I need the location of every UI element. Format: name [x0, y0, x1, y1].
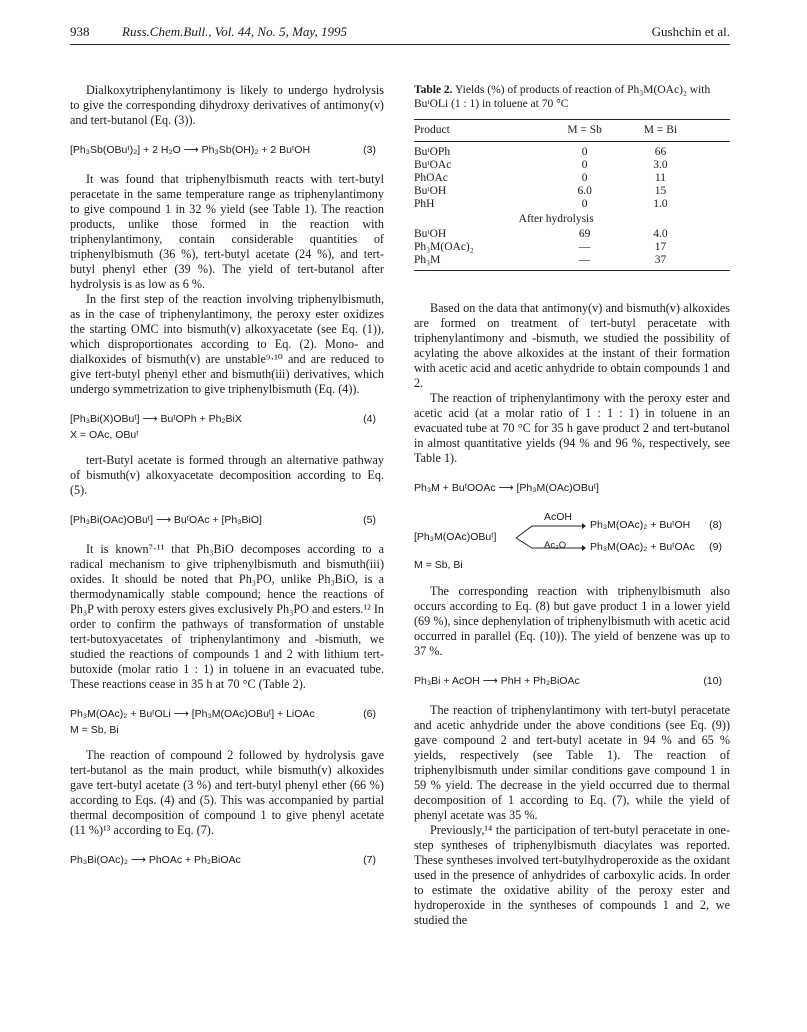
- equation-text: Ph₃M + BuᵗOOAc ⟶ [Ph₃M(OAc)OBuᵗ]: [414, 482, 599, 494]
- left-column: [70, 83, 384, 882]
- equation-5: [70, 512, 384, 528]
- table-cell: 0: [581, 146, 588, 158]
- scheme-reagent-bottom: Ac₂O: [544, 540, 567, 551]
- scheme-condition: M = Sb, Bi: [414, 559, 463, 571]
- right-column: [414, 83, 730, 928]
- equation-number: (7): [363, 854, 376, 866]
- table-cell: 6.0: [577, 185, 592, 197]
- table-cell: 15: [654, 185, 667, 197]
- equation-text: [Ph₃Bi(X)OBuᵗ] ⟶ BuᵗOPh + Ph₂BiX: [70, 413, 242, 425]
- column-header: M = Sb: [547, 120, 623, 142]
- table-cell: 0: [581, 172, 588, 184]
- equation-number: (3): [363, 144, 376, 156]
- page-header: [70, 22, 730, 45]
- table-cell: PhOAc: [414, 172, 448, 184]
- table-label: Table 2.: [414, 84, 453, 96]
- equation-4: [70, 411, 384, 427]
- page-number: 938: [70, 24, 90, 39]
- equation-number: (5): [363, 514, 376, 526]
- paragraph: The reaction of compound 2 followed by hydrolysis gave tert-butanol as the main product, while bismuth(v) alkoxides gave tert-butyl acetate (3 %) and tert-butyl phenyl ether (66 %) according to Eqs. (4) and (5). This was accompanied by partial thermal decomposition of compound 1 to give phenyl acetate (11 %)¹³ according to Eq. (7).: [70, 748, 384, 837]
- column-header: M = Bi: [623, 120, 699, 142]
- table-cell: 1.0: [653, 198, 668, 210]
- paragraph: The reaction of triphenylantimony with the peroxy ester and acetic acid (at a molar ratio of 1 : 1 : 1) in toluene in an evacuated tube at 70 °C for 35 h gave product 2 and tert-butanol in almost quantitative yields (94 % and 96 %, respectively, see Table 1).: [414, 391, 730, 465]
- table-cell: PhH: [414, 198, 435, 210]
- running-authors: Gushchin et al.: [651, 24, 730, 39]
- table-subheader: After hydrolysis: [518, 213, 594, 225]
- scheme-product-top: Ph₃M(OAc)₂ + BuᵗOH: [590, 519, 691, 531]
- reaction-scheme: [414, 510, 730, 574]
- scheme-reactant: [Ph₃M(OAc)OBuᵗ]: [414, 531, 497, 543]
- equation-4-condition: X = OAc, OBuᵗ: [70, 429, 139, 441]
- table-cell: 69: [578, 228, 591, 240]
- table-cell: BuᵗOH: [414, 185, 447, 197]
- paragraph: It is known⁷·¹¹ that Ph₃BiO decomposes according to a radical mechanism to give triphenylbismuth and bismuth(iii) oxides. It should be noted that Ph₃PO, unlike Ph₃BiO, is a thermodynamically stable compound; hence the reactions of Ph₃P with peroxy esters gives exclusively Ph₃PO and esters.¹² In order to confirm the pathways of transformation of unstable tert-butoxyacetates of triphenylantimony and -bismuth, we studied the reactions of compounds 1 and 2 with lithium tert-butoxide (molar ratio 1 : 1) in toluene in an evacuated tube. These reactions cease in 35 h at 70 °C (Table 2).: [70, 542, 384, 691]
- journal-citation: Russ.Chem.Bull., Vol. 44, No. 5, May, 1995: [122, 24, 347, 39]
- table-caption: [414, 83, 730, 111]
- table-cell: 0: [581, 198, 588, 210]
- paragraph: It was found that triphenylbismuth reacts with tert-butyl peracetate in the same temperature range as triphenylantimony to give compound 1 in 32 % yield (see Table 1). The reaction products, unlike those formed in the reaction with triphenylantimony, contain considerable quantities of triphenylbismuth (36 %), tert-butyl acetate (24 %), and tert-butyl phenyl ether (39 %). The yield of tert-butanol after hydrolysis is as low as 6 %.: [70, 172, 384, 291]
- equation-text: Ph₃M(OAc)₂ + BuᵗOLi ⟶ [Ph₃M(OAc)OBuᵗ] + LiOAc: [70, 708, 315, 720]
- table-cell: Ph₃M: [414, 254, 547, 271]
- paragraph: Previously,¹⁴ the participation of tert-butyl peracetate in one-step syntheses of triphenylbismuth diacylates was reported. These syntheses involved tert-butylhydroperoxide as the oxidant used in the presence of anhydrides of carboxylic acids. In order to estimate the oxidative ability of the peroxy ester and hydroperoxide in the syntheses of compounds 1 and 2, we studied the: [414, 823, 730, 927]
- table-2: [414, 119, 730, 271]
- equation-number: (6): [363, 708, 376, 720]
- column-header: Product: [414, 120, 547, 142]
- table-cell: —: [547, 254, 623, 271]
- paragraph: Based on the data that antimony(v) and bismuth(v) alkoxides are formed on treatment of tert-butyl peracetate with triphenylantimony and -bismuth, we studied the possibility of acylating the above alkoxides at the instant of their formation with acetic acid and acetic anhydride to obtain compounds 1 and 2.: [414, 301, 730, 390]
- paragraph: Dialkoxytriphenylantimony is likely to undergo hydrolysis to give the corresponding dihydroxy derivatives of antimony(v) and tert-butanol (Eq. (3)).: [70, 83, 384, 127]
- branching-arrows: [514, 518, 586, 558]
- equation-oxidation: [414, 480, 730, 496]
- paragraph: In the first step of the reaction involving triphenylbismuth, as in the case of triphenylantimony, the peroxy ester oxidizes the starting OMC into bismuth(v) alkoxyacetate (see Eq. (1)), which disproportionates according to Eq. (2). Mono- and dialkoxides of bismuth(v) are unstable⁹·¹⁰ and are reduced to give tert-butyl phenyl ether and bismuth(iii) derivatives, which undergo symmetrization to give triphenylbismuth (Eq. (4)).: [70, 292, 384, 396]
- paragraph: The reaction of triphenylantimony with tert-butyl peracetate and acetic anhydride under the above conditions (see Eq. (9)) gave compound 2 and tert-butyl acetate in 94 % and 65 % yields, respectively (see Table 1). The reaction of triphenylbismuth under similar conditions gave compound 1 in 59 % yield. The decrease in the yield occurred due to thermal decomposition of 1 according to Eq. (7), while the yield of phenyl acetate was 35 %.: [414, 703, 730, 822]
- table-cell: 3.0: [653, 159, 668, 171]
- scheme-product-bottom: Ph₃M(OAc)₂ + BuᵗOAc: [590, 541, 695, 553]
- table-cell: Ph₃M(OAc)₂: [414, 241, 474, 253]
- table-cell: 4.0: [653, 228, 668, 240]
- equation-text: Ph₃Bi + AcOH ⟶ PhH + Ph₂BiOAc: [414, 675, 580, 687]
- equation-text: [Ph₃Sb(OBuᵗ)₂] + 2 H₂O ⟶ Ph₃Sb(OH)₂ + 2 BuᵗOH: [70, 144, 311, 156]
- equation-10: [414, 673, 730, 689]
- equation-text: [Ph₃Bi(OAc)OBuᵗ] ⟶ BuᵗOAc + [Ph₃BiO]: [70, 514, 262, 526]
- table-cell: 0: [581, 159, 588, 171]
- paragraph: The corresponding reaction with triphenylbismuth also occurs according to Eq. (8) but gave product 1 in a lower yield (69 %), since dephenylation of triphenylbismuth with acetic acid occurred in parallel (Eq. (10)). The yield of benzene was up to 37 %.: [414, 584, 730, 658]
- table-cell: 11: [654, 172, 666, 184]
- equation-6: [70, 706, 384, 722]
- equation-number: (4): [363, 413, 376, 425]
- table-cell: BuᵗOAc: [414, 159, 452, 171]
- table-cell: BuᵗOPh: [414, 146, 451, 158]
- table-cell: 17: [654, 241, 667, 253]
- paragraph: tert-Butyl acetate is formed through an alternative pathway of bismuth(v) alkoxyacetate decomposition according to Eq. (5).: [70, 453, 384, 497]
- equation-3: [70, 142, 384, 158]
- equation-7: [70, 852, 384, 868]
- equation-number: (10): [703, 675, 722, 687]
- table-cell: —: [578, 241, 591, 253]
- equation-number: (8): [709, 519, 722, 531]
- equation-number: (9): [709, 541, 722, 553]
- table-cell: 66: [654, 146, 667, 158]
- equation-6-condition: M = Sb, Bi: [70, 724, 119, 736]
- table-caption-text: Yields (%) of products of reaction of Ph₃M(OAc)₂ with BuᵗOLi (1 : 1) in toluene at 70 °C: [414, 84, 711, 110]
- table-cell: BuᵗOH: [414, 228, 447, 240]
- scheme-reagent-top: AcOH: [544, 511, 573, 523]
- table-cell: 37: [623, 254, 699, 271]
- equation-text: Ph₃Bi(OAc)₂ ⟶ PhOAc + Ph₂BiOAc: [70, 854, 241, 866]
